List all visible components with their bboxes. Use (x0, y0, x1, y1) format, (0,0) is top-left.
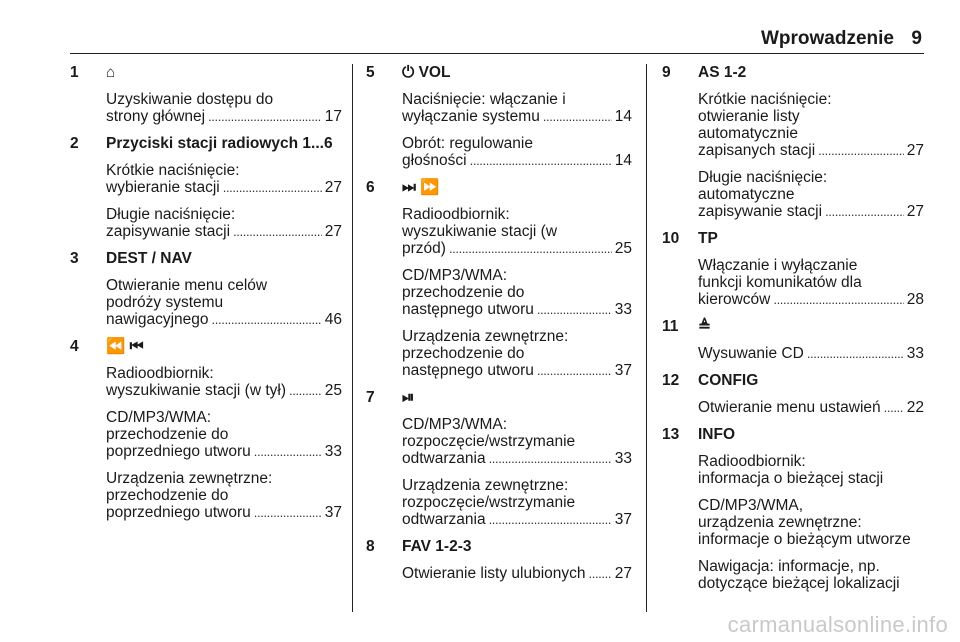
function-description (402, 91, 632, 125)
dot-leader (254, 443, 322, 460)
page-reference-link[interactable]: 37 (324, 504, 342, 521)
page-reference-link[interactable]: 28 (906, 291, 924, 308)
page-reference-link[interactable]: 37 (614, 511, 632, 528)
description-line: Urządzenia zewnętrzne: (106, 470, 273, 487)
function-description (402, 328, 632, 379)
function-description (106, 91, 342, 125)
description-line: wyszukiwanie stacji (w tył) (106, 382, 287, 399)
function-description (698, 497, 924, 548)
toc-line (698, 399, 924, 416)
control-entry (70, 338, 342, 521)
page-reference-link[interactable]: 33 (614, 301, 632, 318)
control-entry (662, 426, 924, 592)
column-divider (352, 64, 353, 612)
page-reference-link[interactable]: 14 (614, 152, 632, 169)
description-line: urządzenia zewnętrzne: (698, 514, 862, 531)
control-number: 13 (662, 426, 680, 443)
page-reference-link[interactable]: 14 (614, 108, 632, 125)
control-name: DEST / NAV (106, 250, 192, 267)
page-number: 9 (911, 28, 922, 49)
dot-leader (223, 179, 322, 196)
control-number: 4 (70, 338, 79, 355)
column-left (70, 64, 342, 531)
control-number: 11 (662, 318, 679, 335)
control-name: ⏯ (402, 389, 415, 406)
control-number: 1 (70, 64, 79, 81)
dot-leader (254, 504, 322, 521)
control-entry (70, 250, 342, 328)
description-line: przechodzenie do (402, 345, 525, 362)
description-line: CD/MP3/WMA: (402, 416, 508, 433)
description-line: Otwieranie menu celów (106, 277, 268, 294)
column-middle (366, 64, 632, 592)
dot-leader (233, 223, 322, 240)
toc-line (106, 311, 342, 328)
control-number: 7 (366, 389, 375, 406)
dot-leader (449, 240, 612, 257)
description-line: przechodzenie do (402, 284, 525, 301)
page-reference-link[interactable]: 25 (614, 240, 632, 257)
function-description (106, 277, 342, 328)
description-line: Uzyskiwanie dostępu do (106, 91, 274, 108)
toc-line (402, 301, 632, 318)
control-name: Przyciski stacji radiowych 1...6 (106, 135, 333, 152)
function-description (698, 399, 924, 416)
control-entry (70, 64, 342, 125)
control-entry (366, 389, 632, 528)
toc-line (106, 443, 342, 460)
description-line: następnego utworu (402, 362, 534, 379)
page-reference-link[interactable]: 25 (324, 382, 342, 399)
function-description (402, 267, 632, 318)
description-line: odtwarzania (402, 511, 486, 528)
function-description (106, 470, 342, 521)
description-line: Wysuwanie CD (698, 345, 804, 362)
description-line: CD/MP3/WMA, (698, 497, 804, 514)
function-description (106, 206, 342, 240)
description-line: Obrót: regulowanie (402, 135, 533, 152)
page-reference-link[interactable]: 22 (906, 399, 924, 416)
function-description (402, 135, 632, 169)
description-line: podróży systemu (106, 294, 224, 311)
dot-leader (807, 345, 904, 362)
description-line: Krótkie naciśnięcie: (698, 91, 832, 108)
page-reference-link[interactable]: 27 (614, 565, 632, 582)
toc-line (106, 108, 342, 125)
toc-line (698, 142, 924, 159)
description-line: CD/MP3/WMA: (402, 267, 508, 284)
page-reference-link[interactable]: 33 (906, 345, 924, 362)
control-name: FAV 1-2-3 (402, 538, 472, 555)
page-reference-link[interactable]: 27 (324, 179, 342, 196)
page-reference-link[interactable]: 27 (906, 142, 924, 159)
page-reference-link[interactable]: 27 (906, 203, 924, 220)
dot-leader (470, 152, 612, 169)
description-line: Długie naciśnięcie: (106, 206, 236, 223)
column-divider (646, 64, 647, 612)
description-line: funkcji komunikatów dla (698, 274, 862, 291)
description-line: CD/MP3/WMA: (106, 409, 212, 426)
description-line: Radioodbiornik: (106, 365, 214, 382)
description-line: zapisywanie stacji (698, 203, 823, 220)
description-line: poprzedniego utworu (106, 504, 251, 521)
function-description (402, 416, 632, 467)
dot-leader (825, 203, 904, 220)
description-line: zapisywanie stacji (106, 223, 231, 240)
function-description (106, 365, 342, 399)
function-description (106, 409, 342, 460)
function-description (698, 345, 924, 362)
control-name: CONFIG (698, 372, 759, 389)
description-line: Otwieranie menu ustawień (698, 399, 881, 416)
control-entry (662, 64, 924, 220)
toc-line (402, 108, 632, 125)
control-entry (662, 372, 924, 416)
dot-leader (489, 511, 612, 528)
description-line: poprzedniego utworu (106, 443, 251, 460)
toc-line (402, 362, 632, 379)
description-line: dotyczące bieżącej lokalizacji (698, 575, 900, 592)
description-line: odtwarzania (402, 450, 486, 467)
control-name: TP (698, 230, 718, 247)
description-line: zapisanych stacji (698, 142, 816, 159)
function-description (698, 453, 924, 487)
dot-leader (537, 301, 612, 318)
control-entry (662, 230, 924, 308)
page-reference-link[interactable]: 33 (324, 443, 342, 460)
toc-line (402, 565, 632, 582)
control-name: ⌂ (106, 64, 116, 81)
control-name: ⏭ ⏩ (402, 179, 440, 196)
control-entry (366, 538, 632, 582)
description-line: strony głównej (106, 108, 206, 125)
dot-leader (208, 108, 322, 125)
description-line: Radioodbiornik: (402, 206, 510, 223)
function-description (698, 257, 924, 308)
control-name: ⏻ VOL (402, 64, 451, 81)
toc-line (402, 152, 632, 169)
function-description (698, 169, 924, 220)
dot-leader (289, 382, 322, 399)
toc-line (698, 203, 924, 220)
toc-line (402, 240, 632, 257)
description-line: automatycznie (698, 125, 798, 142)
description-line: automatyczne (698, 186, 795, 203)
watermark: carmanualsonline.info (727, 612, 948, 637)
description-line: otwieranie listy (698, 108, 800, 125)
control-name: AS 1-2 (698, 64, 747, 81)
description-line: Włączanie i wyłączanie (698, 257, 858, 274)
dot-leader (818, 142, 904, 159)
dot-leader (884, 399, 904, 416)
toc-line (106, 382, 342, 399)
control-number: 6 (366, 179, 375, 196)
description-line: wyszukiwanie stacji (w (402, 223, 558, 240)
page-reference-link[interactable]: 27 (324, 223, 342, 240)
description-line: głośności (402, 152, 467, 169)
function-description (698, 91, 924, 159)
description-line: przód) (402, 240, 446, 257)
page-reference-link[interactable]: 37 (614, 362, 632, 379)
page-title: Wprowadzenie (760, 28, 894, 49)
control-entry (70, 135, 342, 240)
page-reference-link[interactable]: 17 (324, 108, 342, 125)
description-line: Urządzenia zewnętrzne: (402, 477, 569, 494)
description-line: rozpoczęcie/wstrzymanie (402, 433, 576, 450)
dot-leader (212, 311, 322, 328)
toc-line (402, 450, 632, 467)
description-line: informacja o bieżącej stacji (698, 470, 884, 487)
page-header (0, 0, 960, 54)
toc-line (106, 179, 342, 196)
page-reference-link[interactable]: 46 (324, 311, 342, 328)
dot-leader (543, 108, 612, 125)
description-line: następnego utworu (402, 301, 534, 318)
function-description (402, 477, 632, 528)
control-name: INFO (698, 426, 736, 443)
description-line: przechodzenie do (106, 487, 229, 504)
dot-leader (589, 565, 612, 582)
toc-line (106, 223, 342, 240)
dot-leader (537, 362, 612, 379)
description-line: informacje o bieżącym utworze (698, 531, 911, 548)
description-line: Urządzenia zewnętrzne: (402, 328, 569, 345)
control-number: 10 (662, 230, 680, 247)
control-number: 2 (70, 135, 79, 152)
control-entry (366, 64, 632, 169)
description-line: rozpoczęcie/wstrzymanie (402, 494, 576, 511)
function-description (106, 162, 342, 196)
description-line: Długie naciśnięcie: (698, 169, 828, 186)
control-entry (366, 179, 632, 379)
description-line: kierowców (698, 291, 771, 308)
column-right (662, 64, 924, 602)
header-divider (70, 53, 924, 54)
function-description (402, 206, 632, 257)
description-line: nawigacyjnego (106, 311, 209, 328)
control-number: 3 (70, 250, 79, 267)
toc-line (698, 345, 924, 362)
toc-line (698, 291, 924, 308)
control-entry (662, 318, 924, 362)
toc-line (402, 511, 632, 528)
control-number: 9 (662, 64, 671, 81)
description-line: Otwieranie listy ulubionych (402, 565, 586, 582)
function-description (698, 558, 924, 592)
control-number: 12 (662, 372, 680, 389)
control-number: 8 (366, 538, 375, 555)
control-number: 5 (366, 64, 375, 81)
description-line: Nawigacja: informacje, np. (698, 558, 880, 575)
dot-leader (489, 450, 612, 467)
description-line: wybieranie stacji (106, 179, 220, 196)
control-name: ≜ (698, 318, 711, 335)
description-line: Naciśnięcie: włączanie i (402, 91, 566, 108)
function-description (402, 565, 632, 582)
description-line: Krótkie naciśnięcie: (106, 162, 240, 179)
description-line: przechodzenie do (106, 426, 229, 443)
page-reference-link[interactable]: 33 (614, 450, 632, 467)
dot-leader (773, 291, 903, 308)
description-line: wyłączanie systemu (402, 108, 540, 125)
control-name: ⏪ ⏮ (106, 338, 144, 355)
description-line: Radioodbiornik: (698, 453, 806, 470)
toc-line (106, 504, 342, 521)
